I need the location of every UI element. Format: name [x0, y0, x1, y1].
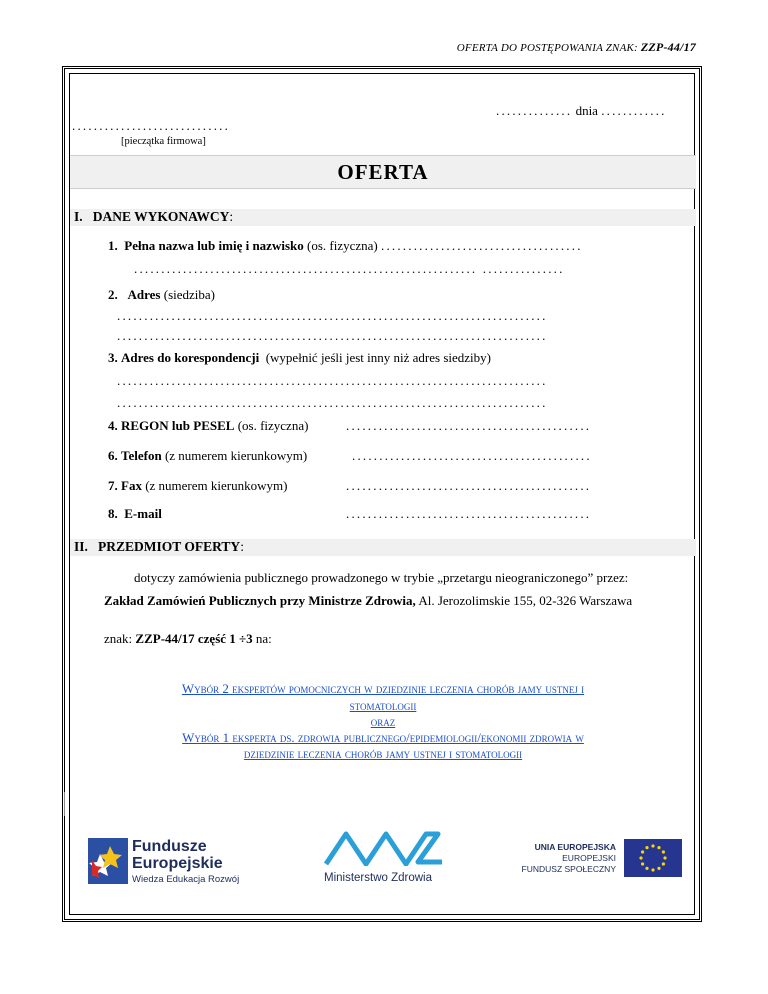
- ministerstwo-zdrowia-logo: Ministerstwo Zdrowia: [320, 826, 450, 888]
- header-prefix: OFERTA DO POSTĘPOWANIA ZNAK:: [456, 42, 638, 54]
- section-2-heading: II. PRZEDMIOT OFERTY:: [74, 539, 244, 554]
- field-regon-dots: .............................................: [346, 418, 592, 433]
- mz-mark-icon: [322, 826, 446, 866]
- fe-star-icon: [88, 836, 128, 884]
- unia-europejska-logo: UNIA EUROPEJSKA EUROPEJSKI FUNDUSZ SPOŁECZNY: [512, 838, 682, 882]
- field-correspondence-line1: ...............................................................................: [117, 373, 548, 388]
- reference-number: znak: ZZP-44/17 część 1 ÷3 na:: [104, 631, 272, 646]
- field-regon: 4. REGON lub PESEL (os. fizyczna): [108, 418, 309, 433]
- header-code: ZZP-44/17: [640, 40, 696, 54]
- lot-1-link-cont[interactable]: stomatologii: [349, 698, 417, 713]
- title-bar: [70, 155, 696, 189]
- field-address-line2: ...............................................................................: [117, 328, 548, 343]
- field-full-name: 1. Pełna nazwa lub imię i nazwisko (os. fizyczna) .....................................: [108, 238, 583, 253]
- oraz-link[interactable]: oraz: [370, 714, 396, 729]
- lot-2-link-cont[interactable]: dziedzinie leczenia chorób jamy ustnej i stomatologii: [243, 746, 523, 761]
- page-title: OFERTA: [337, 160, 429, 184]
- form-frame: [62, 66, 702, 922]
- document-header: [457, 40, 696, 55]
- field-email-dots: .............................................: [346, 506, 592, 521]
- lot-2-link[interactable]: Wybór 1 eksperta ds. zdrowia publicznego/epidemiologii/ekonomii zdrowia w: [182, 730, 584, 745]
- field-correspondence-line2: ...............................................................................: [117, 395, 548, 410]
- stamp-dots: .............................: [72, 118, 231, 133]
- field-email: 8. E-mail: [108, 506, 162, 521]
- field-phone: 6. Telefon (z numerem kierunkowym): [108, 448, 308, 463]
- date-line: .............. dnia ............: [496, 103, 667, 118]
- section-1-heading: I. DANE WYKONAWCY:: [74, 209, 234, 224]
- field-correspondence: 3. Adres do korespondencji (wypełnić jeśli jest inny niż adres siedziby): [108, 350, 491, 365]
- field-phone-dots: ............................................: [352, 448, 592, 463]
- fundusze-europejskie-logo: Fundusze Europejskie Wiedza Edukacja Rozwój: [88, 832, 248, 892]
- procedure-description: dotyczy zamówienia publicznego prowadzonego w trybie „przetargu nieograniczonego” przez:: [134, 570, 629, 585]
- field-full-name-line2: ............................................................... ...............: [134, 261, 565, 276]
- field-fax-dots: .............................................: [346, 478, 592, 493]
- lot-1-link[interactable]: Wybór 2 ekspertów pomocniczych w dziedzinie leczenia chorób jamy ustnej i: [181, 681, 585, 696]
- eu-flag-icon: [624, 839, 682, 877]
- stamp-label: [pieczątka firmowa]: [121, 136, 206, 147]
- field-address-line1: ...............................................................................: [117, 308, 548, 323]
- field-fax: 7. Fax (z numerem kierunkowym): [108, 478, 288, 493]
- contracting-authority: Zakład Zamówień Publicznych przy Ministrze Zdrowia, Al. Jerozolimskie 155, 02-326 Warszawa: [104, 593, 633, 608]
- field-address: 2. Adres (siedziba): [108, 287, 215, 302]
